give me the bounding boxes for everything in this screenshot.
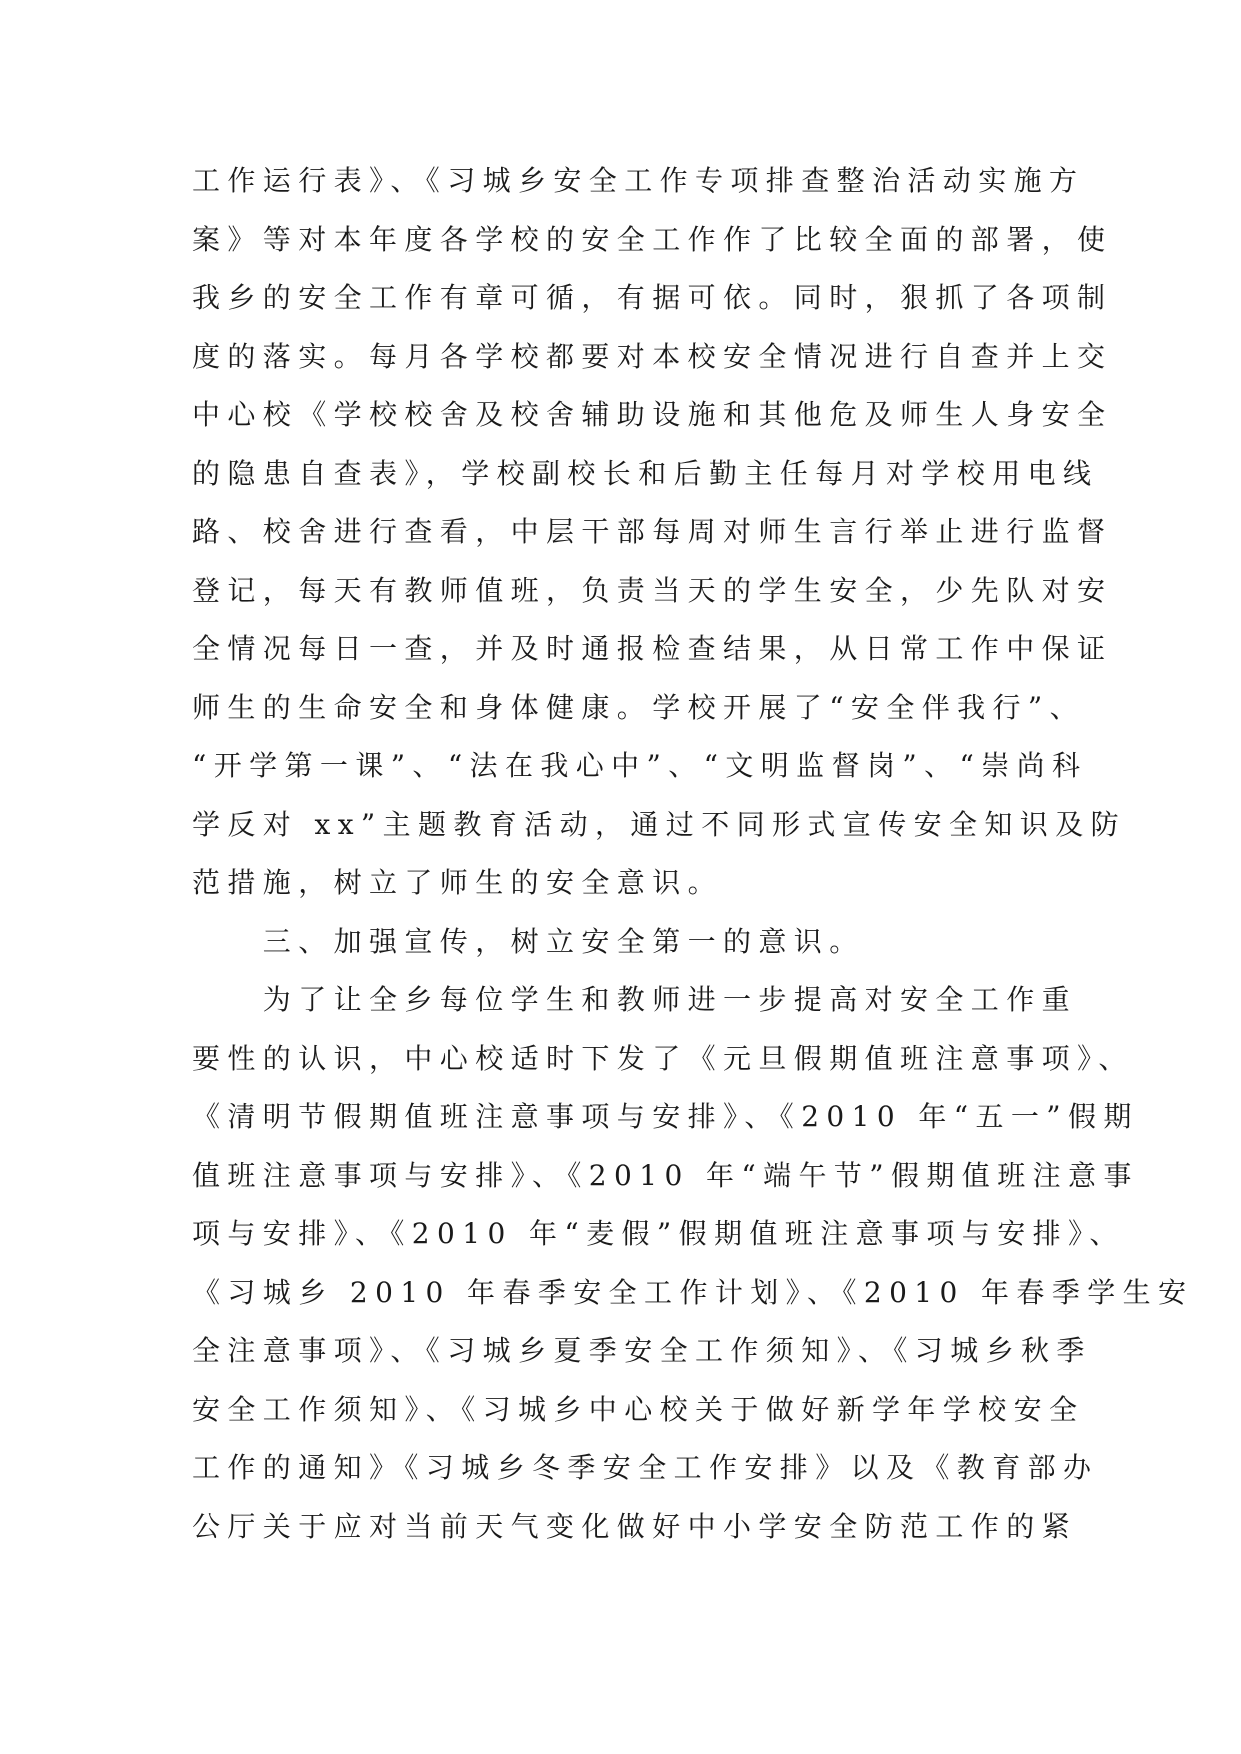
- text-line: “开学第一课”、“法在我心中”、“文明监督岗”、“崇尚科: [192, 749, 1088, 782]
- text-line: 全情况每日一查，并及时通报检查结果，从日常工作中保证: [192, 632, 1113, 665]
- text-line: 《习城乡 2010 年春季安全工作计划》、《2010 年春季学生安: [192, 1275, 1194, 1309]
- text-line: 《清明节假期值班注意事项与安排》、《2010 年“五一”假期: [192, 1100, 1139, 1133]
- text-line: 工作运行表》、《习城乡安全工作专项排查整治活动实施方: [192, 164, 1085, 197]
- text-line: 学反对 xx”主题教育活动，通过不同形式宣传安全知识及防: [192, 807, 1126, 841]
- text-line: 要性的认识，中心校适时下发了《元旦假期值班注意事项》、: [192, 1041, 1134, 1075]
- section-heading: 三、加强宣传，树立安全第一的意识。: [192, 924, 865, 958]
- text-line: 工作的通知》《习城乡冬季安全工作安排》以及《教育部办: [192, 1451, 1099, 1484]
- text-line: 公厅关于应对当前天气变化做好中小学安全防范工作的紧: [192, 1509, 1078, 1543]
- text-line: 范措施，树立了师生的安全意识。: [192, 866, 724, 899]
- text-line: 的隐患自查表》，学校副校长和后勤主任每月对学校用电线: [192, 456, 1099, 490]
- text-line: 值班注意事项与安排》、《2010 年“端午节”假期值班注意事: [192, 1158, 1139, 1192]
- text-line: 中心校《学校校舍及校舍辅助设施和其他危及师生人身安全: [192, 398, 1113, 431]
- text-line: 登记，每天有教师值班，负责当天的学生安全，少先队对安: [192, 573, 1113, 607]
- text-line: 案》等对本年度各学校的安全工作作了比较全面的部署，使: [192, 222, 1113, 256]
- paragraph-start: 为了让全乡每位学生和教师进一步提高对安全工作重: [192, 983, 1078, 1016]
- text-line: 我乡的安全工作有章可循，有据可依。同时，狠抓了各项制: [192, 281, 1113, 314]
- text-line: 项与安排》、《2010 年“麦假”假期值班注意事项与安排》、: [192, 1217, 1125, 1250]
- text-line: 全注意事项》、《习城乡夏季安全工作须知》、《习城乡秋季: [192, 1334, 1092, 1367]
- text-line: 度的落实。每月各学校都要对本校安全情况进行自查并上交: [192, 339, 1113, 373]
- text-line: 安全工作须知》、《习城乡中心校关于做好新学年学校安全: [192, 1392, 1085, 1426]
- text-line: 师生的生命安全和身体健康。学校开展了“安全伴我行”、: [192, 690, 1086, 724]
- text-line: 路、校舍进行查看，中层干部每周对师生言行举止进行监督: [192, 515, 1113, 548]
- body-text: [192, 152, 1194, 1556]
